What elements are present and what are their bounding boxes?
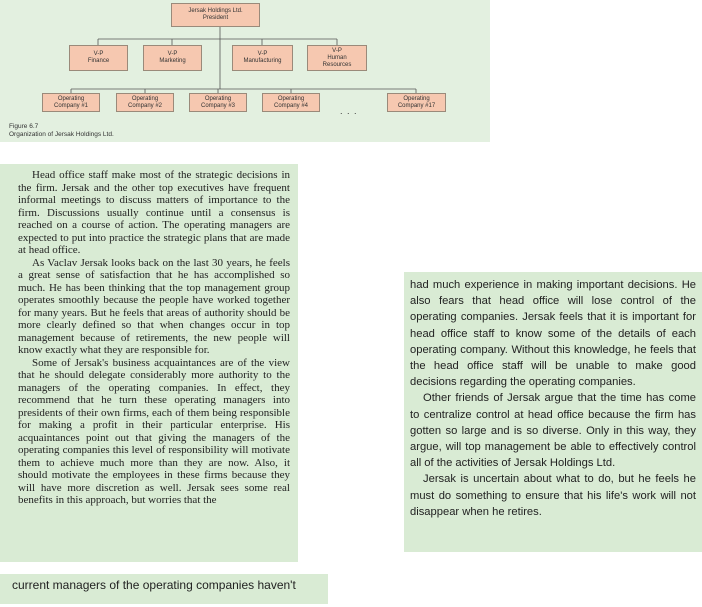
vp-manufacturing-role: V-P — [257, 51, 268, 57]
company-2-line1: Operating — [131, 95, 159, 102]
president-title: President — [202, 15, 229, 21]
left-text-column — [0, 164, 298, 562]
figure-number: Figure 6.7 — [9, 123, 39, 130]
vp-marketing-dept: Marketing — [159, 58, 186, 64]
operating-company-1-box — [42, 93, 100, 112]
operating-company-2-box — [116, 93, 174, 112]
more-companies-ellipsis: . . . — [340, 106, 358, 116]
vp-finance-dept: Finance — [87, 58, 110, 64]
vp-manufacturing-box — [232, 45, 293, 71]
vp-marketing-role: V-P — [167, 51, 178, 57]
left-paragraph-2: As Vaclav Jersak looks back on the last 30 years, he feels a great sense of satisfaction that he has accomplished so much. He has been thinking that the top management group operates smoothly because the people have worked together for many years. But he feels that areas of authority should be more clearly defined so that when changes occur in top management because of retirements, the new people will know exactly what they are responsible for. — [18, 256, 290, 356]
company-4-line2: Company #4 — [273, 102, 309, 109]
president-company: Jersak Holdings Ltd. — [188, 8, 243, 14]
vp-manufacturing-dept: Manufacturing — [243, 58, 282, 64]
company-1-line1: Operating — [57, 95, 85, 102]
operating-company-3-box — [189, 93, 247, 112]
vp-hr-role: V-P — [332, 47, 342, 54]
left-paragraph-1: Head office staff make most of the strategic decisions in the firm. Jersak and the other top executives have frequent informal meetings to discuss matters of importance to the firm. Discussions usually continue until a consensus is reached on a course of action. The operating managers are expected to put into practice the strategic plans that are made at head office. — [18, 169, 290, 256]
vp-human-resources-box — [307, 45, 367, 71]
vp-marketing-box — [143, 45, 202, 71]
right-paragraph-3: Jersak is uncertain about what to do, but he feels he must do something to ensure that his life's work will not disappear when he retires. — [410, 473, 696, 518]
vp-hr-dept-line2: Resources — [322, 61, 352, 68]
vp-finance-role: V-P — [93, 51, 104, 57]
operating-company-17-box — [387, 93, 446, 112]
president-box — [171, 3, 260, 27]
vp-finance-box — [69, 45, 128, 71]
right-text-column — [404, 272, 702, 552]
company-17-line1: Operating — [403, 95, 430, 102]
bottom-continuation-line: current managers of the operating companies haven't — [12, 578, 296, 592]
company-3-line2: Company #3 — [200, 102, 236, 109]
figure-caption — [9, 123, 114, 139]
company-2-line2: Company #2 — [127, 102, 163, 109]
company-17-line2: Company #17 — [397, 102, 436, 109]
company-3-line1: Operating — [204, 95, 232, 102]
org-chart-figure — [0, 0, 490, 142]
figure-caption-text: Organization of Jersak Holdings Ltd. — [9, 131, 114, 138]
right-paragraph-1: had much experience in making important decisions. He also fears that head office will lose control of the operating companies. Jersak feels that it is important for head office staff to know some of the details of each operating company. Without this knowledge, he feels that the head office staff will be unable to make good decisions regarding the operating companies. — [410, 279, 696, 389]
operating-company-4-box — [262, 93, 320, 112]
vp-hr-dept-line1: Human — [327, 54, 347, 61]
left-paragraph-3: Some of Jersak's business acquaintances are of the view that he should delegate considerably more authority to the managers of the operating companies. In effect, they recommend that he turn these operating managers into presidents of their own firms, each of them being responsible for making a profit in their particular enterprise. His acquaintances point out that giving the managers of the operating companies this level of responsibility will motivate them to achieve much more than they are now. Also, it should motivate the employees in these firms because they will have more discretion as well. Jersak sees some real benefits in this approach, but worries that the — [18, 356, 290, 506]
company-1-line2: Company #1 — [53, 102, 89, 109]
company-4-line1: Operating — [277, 95, 305, 102]
bottom-text-strip — [0, 574, 328, 604]
right-paragraph-2: Other friends of Jersak argue that the time has come to centralize control at head office because the firm has gotten so large and is so diverse. Only in this way, they argue, will top management be able to effectively control all of the activities of Jersak Holdings Ltd. — [410, 392, 696, 470]
